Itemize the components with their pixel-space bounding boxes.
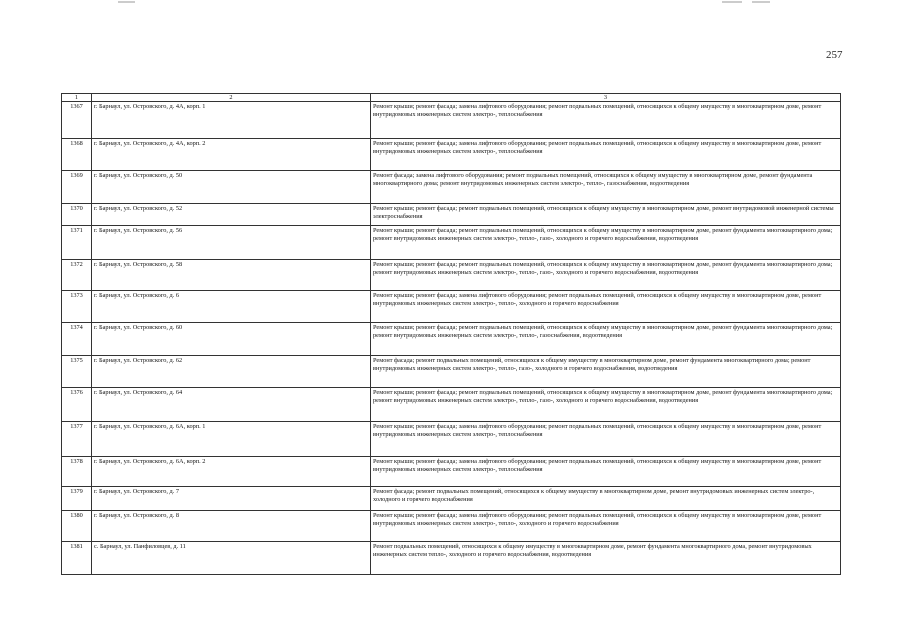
- table-row: [62, 102, 841, 139]
- row-number: 1378: [62, 457, 92, 487]
- address-cell: с. Барнаул, ул. Панфиловцев, д. 11: [92, 542, 371, 575]
- address-cell: г. Барнаул, ул. Островского, д. 60: [92, 323, 371, 356]
- table-row: [62, 323, 841, 356]
- column-number: 1: [62, 94, 92, 102]
- address-cell: г. Барнаул, ул. Островского, д. 6А, корп. 2: [92, 457, 371, 487]
- works-cell: Ремонт крыши; ремонт фасада; ремонт подвальных помещений, относящихся к общему имуществу в многоквартирном доме, ремонт внутридомовой инженерной системы электроснабжения: [371, 204, 841, 226]
- address-cell: г. Барнаул, ул. Островского, д. 62: [92, 356, 371, 388]
- row-number: 1374: [62, 323, 92, 356]
- table-row: [62, 356, 841, 388]
- table-row: [62, 511, 841, 542]
- works-cell: Ремонт крыши; ремонт фасада; ремонт подвальных помещений, относящихся к общему имуществу в многоквартирном доме, ремонт фундамента многоквартирного дома; ремонт внутридомовых инженерных систем электро-, тепло-, газо-, холодного и горячего водоснабжения, водоотведения: [371, 226, 841, 260]
- table-row: [62, 422, 841, 457]
- address-cell: г. Барнаул, ул. Островского, д. 6: [92, 291, 371, 323]
- works-cell: Ремонт крыши; ремонт фасада; ремонт подвальных помещений, относящихся к общему имуществу в многоквартирном доме, ремонт фундамента многоквартирного дома; ремонт внутридомовых инженерных систем электро-, тепло-, газо-, холодного и горячего водоснабжения, водоотведения: [371, 260, 841, 291]
- address-cell: г. Барнаул, ул. Островского, д. 8: [92, 511, 371, 542]
- table-row: [62, 171, 841, 204]
- row-number: 1375: [62, 356, 92, 388]
- table-row: [62, 139, 841, 171]
- column-number: 2: [92, 94, 371, 102]
- works-cell: Ремонт фасада; ремонт подвальных помещений, относящихся к общему имуществу в многоквартирном доме, ремонт внутридомовых инженерных систем электро-, холодного и горячего водоснабжения: [371, 487, 841, 511]
- table-row: [62, 226, 841, 260]
- address-cell: г. Барнаул, ул. Островского, д. 7: [92, 487, 371, 511]
- works-cell: Ремонт крыши; ремонт фасада; замена лифтового оборудования; ремонт подвальных помещений, относящихся к общему имуществу в многоквартирном доме, ремонт внутридомовых инженерных систем электро-, тепло-, холодного и горячего водоснабжения: [371, 291, 841, 323]
- row-number: 1376: [62, 388, 92, 422]
- works-cell: Ремонт крыши; ремонт фасада; ремонт подвальных помещений, относящихся к общему имуществу в многоквартирном доме, ремонт фундамента многоквартирного дома; ремонт внутридомовых инженерных систем электро-, тепло-, газо-, холодного и горячего водоснабжения, водоотведения: [371, 388, 841, 422]
- works-cell: Ремонт крыши; ремонт фасада; замена лифтового оборудования; ремонт подвальных помещений, относящихся к общему имуществу в многоквартирном доме, ремонт внутридомовых инженерных систем электро-, теплоснабжения: [371, 457, 841, 487]
- address-cell: г. Барнаул, ул. Островского, д. 6А, корп. 1: [92, 422, 371, 457]
- works-cell: Ремонт фасада; замена лифтового оборудования; ремонт подвальных помещений, относящихся к общему имуществу в многоквартирном доме, ремонт фундамента многоквартирного дома; ремонт внутридомовых инженерных систем электро-, тепло-, газоснабжения, водоотведения: [371, 171, 841, 204]
- scan-edge-marks: [0, 0, 905, 10]
- table-row: [62, 291, 841, 323]
- table-row: [62, 457, 841, 487]
- table-row: [62, 542, 841, 575]
- works-cell: Ремонт фасада; ремонт подвальных помещений, относящихся к общему имуществу в многоквартирном доме, ремонт фундамента многоквартирного дома; ремонт внутридомовых инженерных систем электро-, тепло-, газо-, холодного и горячего водоснабжения, водоотведения: [371, 356, 841, 388]
- address-cell: г. Барнаул, ул. Островского, д. 58: [92, 260, 371, 291]
- column-number-row: [62, 94, 841, 102]
- table-row: [62, 487, 841, 511]
- table-row: [62, 388, 841, 422]
- row-number: 1372: [62, 260, 92, 291]
- page-number: 257: [826, 49, 843, 61]
- works-cell: Ремонт крыши; ремонт фасада; замена лифтового оборудования; ремонт подвальных помещений, относящихся к общему имуществу в многоквартирном доме, ремонт внутридомовых инженерных систем электро-, теплоснабжения: [371, 139, 841, 171]
- works-cell: Ремонт крыши; ремонт фасада; замена лифтового оборудования; ремонт подвальных помещений, относящихся к общему имуществу в многоквартирном доме, ремонт внутридомовых инженерных систем электро-, тепло-, холодного и горячего водоснабжения: [371, 511, 841, 542]
- address-cell: г. Барнаул, ул. Островского, д. 4А, корп. 1: [92, 102, 371, 139]
- row-number: 1371: [62, 226, 92, 260]
- row-number: 1370: [62, 204, 92, 226]
- address-cell: г. Барнаул, ул. Островского, д. 64: [92, 388, 371, 422]
- row-number: 1368: [62, 139, 92, 171]
- table-row: [62, 204, 841, 226]
- address-cell: г. Барнаул, ул. Островского, д. 4А, корп. 2: [92, 139, 371, 171]
- row-number: 1381: [62, 542, 92, 575]
- works-cell: Ремонт крыши; ремонт фасада; ремонт подвальных помещений, относящихся к общему имуществу в многоквартирном доме, ремонт фундамента многоквартирного дома; ремонт внутридомовых инженерных систем электро-, тепло-, газоснабжения, водоотведения: [371, 323, 841, 356]
- column-number: 3: [371, 94, 841, 102]
- works-cell: Ремонт подвальных помещений, относящихся к общему имуществу в многоквартирном доме, ремонт фундамента многоквартирного дома, ремонт внутридомовых инженерных систем тепло-, холодного и горячего водоснабжения, водоотведения: [371, 542, 841, 575]
- row-number: 1369: [62, 171, 92, 204]
- address-cell: г. Барнаул, ул. Островского, д. 56: [92, 226, 371, 260]
- works-cell: Ремонт крыши; ремонт фасада; замена лифтового оборудования; ремонт подвальных помещений, относящихся к общему имуществу в многоквартирном доме, ремонт внутридомовых инженерных систем электро-, теплоснабжения: [371, 422, 841, 457]
- housing-registry-table: [61, 93, 841, 575]
- address-cell: г. Барнаул, ул. Островского, д. 52: [92, 204, 371, 226]
- row-number: 1380: [62, 511, 92, 542]
- row-number: 1373: [62, 291, 92, 323]
- row-number: 1367: [62, 102, 92, 139]
- table-row: [62, 260, 841, 291]
- row-number: 1377: [62, 422, 92, 457]
- row-number: 1379: [62, 487, 92, 511]
- address-cell: г. Барнаул, ул. Островского, д. 50: [92, 171, 371, 204]
- works-cell: Ремонт крыши; ремонт фасада; замена лифтового оборудования; ремонт подвальных помещений, относящихся к общему имуществу в многоквартирном доме, ремонт внутридомовых инженерных систем электро-, теплоснабжения: [371, 102, 841, 139]
